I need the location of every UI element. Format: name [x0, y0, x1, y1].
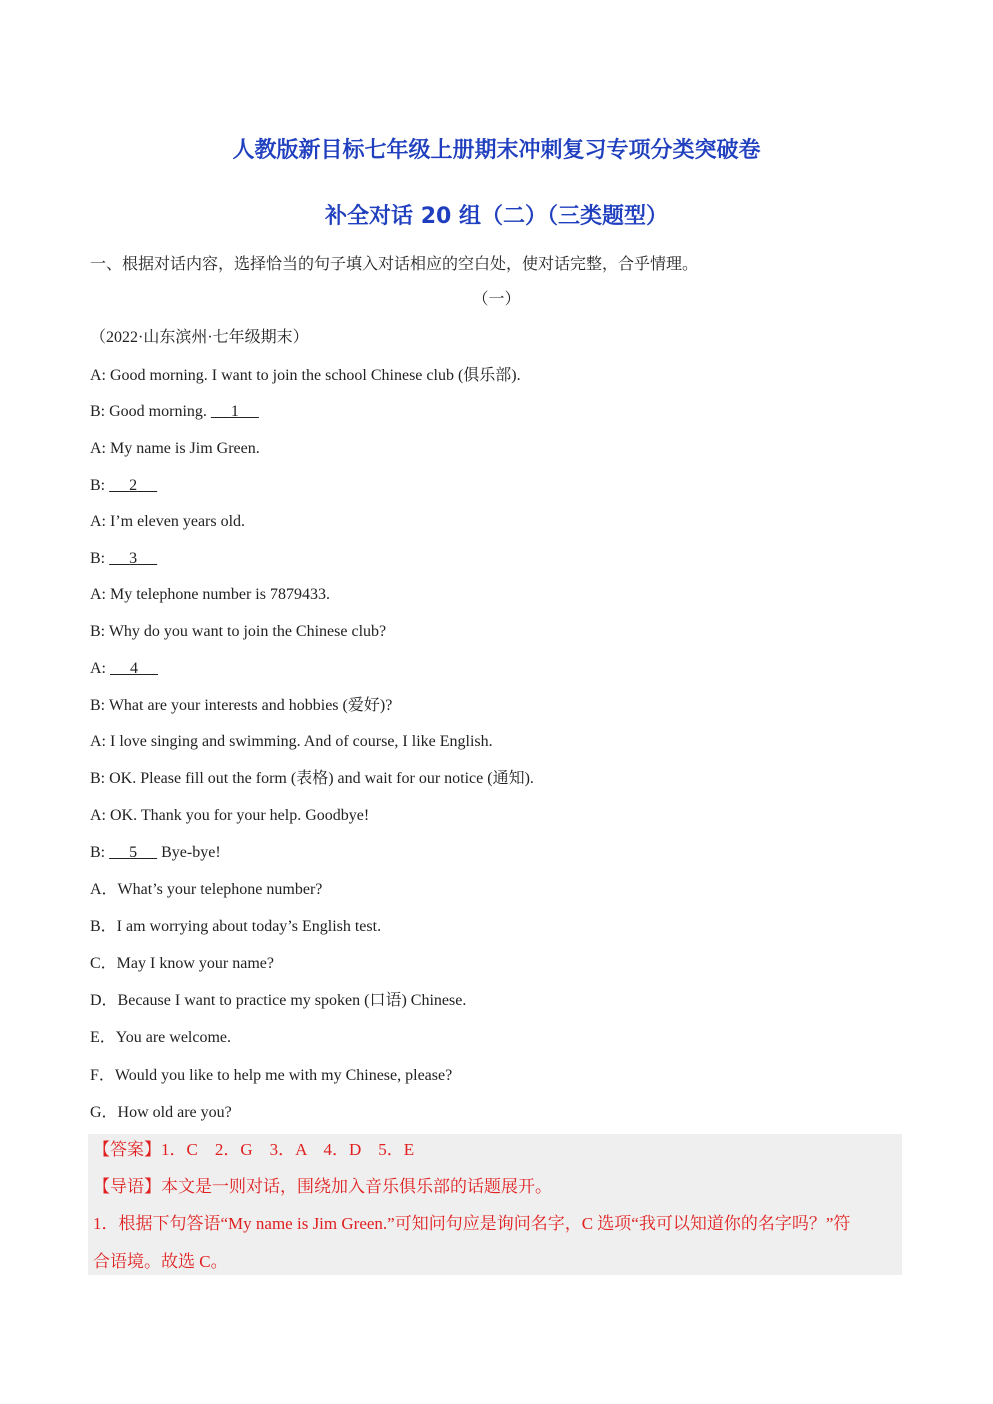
- dialogue-text: A:: [90, 660, 110, 677]
- dialogue-line-4: [90, 476, 157, 496]
- dialogue-text: Bye-bye!: [157, 844, 221, 861]
- dialogue-text: B:: [90, 477, 110, 494]
- dialogue-line-8: B: Why do you want to join the Chinese club?: [90, 623, 387, 640]
- dialogue-text: B:: [90, 844, 110, 861]
- answer-guide: 【导语】本文是一则对话，围绕加入音乐俱乐部的话题展开。: [93, 1177, 552, 1196]
- dialogue-text: B: Good morning.: [90, 403, 211, 420]
- answer-explanation-line-1: 1．根据下句答语“My name is Jim Green.”可知问句应是询问名字，C 选项“我可以知道你的名字吗？”符: [93, 1214, 851, 1233]
- blank-5: 5: [129, 844, 138, 861]
- dialogue-line-12: B: OK. Please fill out the form (表格) and wait for our notice (通知).: [90, 770, 534, 787]
- dialogue-line-11: A: I love singing and swimming. And of course, I like English.: [90, 733, 493, 750]
- dialogue-line-3: A: My name is Jim Green.: [90, 440, 260, 457]
- page-title: 人教版新目标七年级上册期末冲刺复习专项分类突破卷: [232, 138, 761, 163]
- option-d: D．Because I want to practice my spoken (口语) Chinese.: [90, 992, 467, 1009]
- option-e: E．You are welcome.: [90, 1029, 232, 1046]
- option-f: F．Would you like to help me with my Chinese, please?: [90, 1067, 453, 1084]
- dialogue-line-5: A: I’m eleven years old.: [90, 513, 246, 530]
- dialogue-line-2: [90, 402, 259, 422]
- dialogue-text: B:: [90, 550, 110, 567]
- option-a: A．What’s your telephone number?: [90, 881, 323, 898]
- option-c: C．May I know your name?: [90, 955, 274, 972]
- source-note: （2022·山东滨州·七年级期末）: [90, 329, 309, 346]
- blank-2: 2: [129, 477, 138, 494]
- dialogue-line-10: B: What are your interests and hobbies (爱好)?: [90, 697, 393, 714]
- blank-4: 4: [130, 660, 138, 677]
- dialogue-line-1: A: Good morning. I want to join the school Chinese club (俱乐部).: [90, 367, 521, 384]
- dialogue-line-6: [90, 549, 157, 569]
- dialogue-line-13: A: OK. Thank you for your help. Goodbye!: [90, 807, 370, 824]
- dialogue-line-9: [90, 659, 158, 679]
- option-b: B．I am worrying about today’s English test.: [90, 918, 382, 935]
- blank-3: 3: [129, 550, 138, 567]
- section-instruction: 一、根据对话内容，选择恰当的句子填入对话相应的空白处，使对话完整，合乎情理。: [90, 256, 699, 273]
- option-g: G．How old are you?: [90, 1104, 232, 1121]
- page-subtitle: 补全对话 20 组（二）（三类题型）: [325, 204, 668, 229]
- answer-explanation-line-2: 合语境。故选 C。: [93, 1252, 228, 1271]
- group-label: （一）: [472, 291, 521, 308]
- dialogue-line-14: [90, 843, 221, 863]
- dialogue-line-7: A: My telephone number is 7879433.: [90, 586, 330, 603]
- blank-1: 1: [230, 403, 239, 420]
- answer-key: 【答案】1．C 2．G 3．A 4．D 5．E: [93, 1140, 415, 1159]
